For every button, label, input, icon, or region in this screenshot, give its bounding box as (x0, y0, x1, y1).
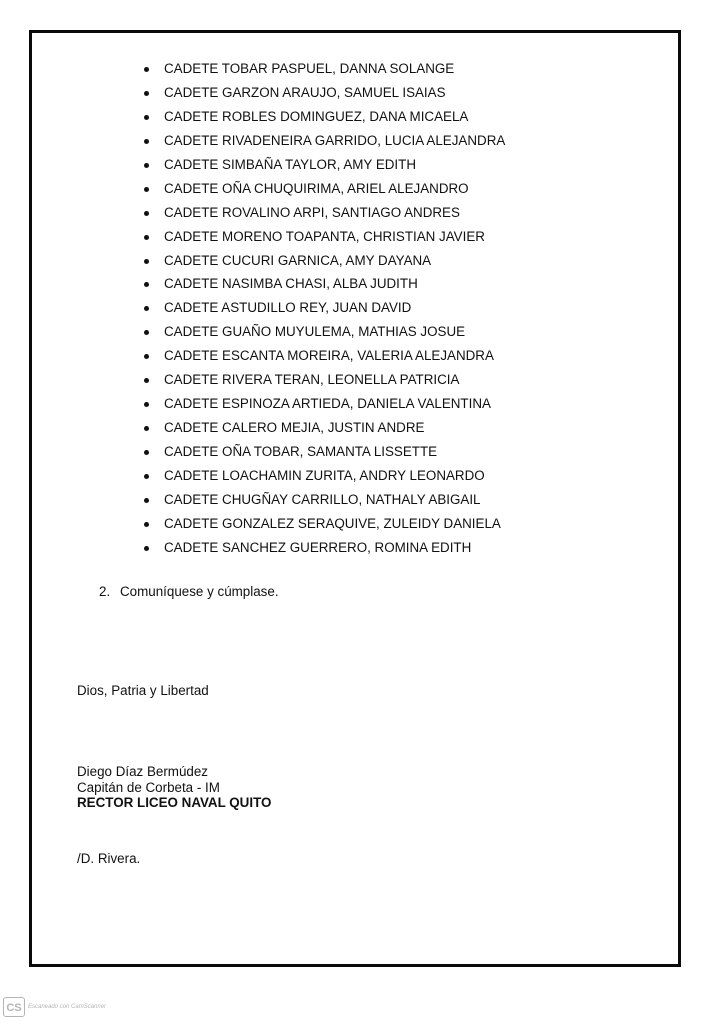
closing-motto: Dios, Patria y Libertad (77, 683, 209, 698)
cadet-name: CADETE CHUGÑAY CARRILLO, NATHALY ABIGAIL (164, 491, 481, 507)
camscanner-logo: CS (3, 997, 25, 1017)
cadet-list-item (139, 512, 505, 536)
bullet-icon (144, 163, 149, 168)
cadet-name: CADETE TOBAR PASPUEL, DANNA SOLANGE (164, 61, 455, 76)
cadet-list-item (139, 272, 505, 296)
cadet-name: CADETE RIVERA TERAN, LEONELLA PATRICIA (164, 372, 460, 388)
cadet-name: CADETE SANCHEZ GUERRERO, ROMINA EDITH (164, 539, 472, 555)
cadet-name: CADETE OÑA CHUQUIRIMA, ARIEL ALEJANDRO (164, 180, 469, 196)
cadet-list-item (139, 225, 505, 249)
cadet-list-item (139, 296, 505, 320)
cadet-list-item (139, 536, 505, 560)
bullet-icon (144, 450, 149, 455)
cadet-name: CADETE RIVADENEIRA GARRIDO, LUCIA ALEJANDRA (164, 132, 506, 148)
bullet-icon (144, 474, 149, 479)
scanner-text: Escaneado con CamScanner (28, 1004, 107, 1010)
signatory-rank: Capitán de Corbeta - IM (77, 779, 220, 795)
cadet-list-item (139, 177, 505, 201)
cadet-list-item (139, 201, 505, 225)
cadet-name: CADETE SIMBAÑA TAYLOR, AMY EDITH (164, 156, 417, 172)
cadet-list-item (139, 392, 505, 416)
bullet-icon (144, 426, 149, 431)
item-number: 2. (99, 584, 111, 599)
bullet-icon (144, 235, 149, 240)
numbered-item (99, 584, 279, 599)
cadet-list-item (139, 57, 505, 81)
cadet-list-item (139, 81, 505, 105)
bullet-icon (144, 498, 149, 503)
typist-initials: /D. Rivera. (77, 851, 141, 866)
cadet-name: CADETE ESPINOZA ARTIEDA, DANIELA VALENTINA (164, 396, 491, 412)
bullet-icon (144, 67, 149, 72)
cadet-name: CADETE GONZALEZ SERAQUIVE, ZULEIDY DANIELA (164, 515, 501, 531)
bullet-icon (144, 330, 149, 335)
cadet-list-item (139, 105, 505, 129)
cadet-list-item (139, 488, 505, 512)
bullet-icon (144, 282, 149, 287)
cadet-list-item (139, 416, 505, 440)
bullet-icon (144, 211, 149, 216)
cadet-list (139, 57, 505, 560)
signatory-name: Diego Díaz Bermúdez (77, 764, 208, 779)
cadet-list-item (139, 344, 505, 368)
bullet-icon (144, 354, 149, 359)
cadet-name: CADETE ROVALINO ARPI, SANTIAGO ANDRES (164, 204, 460, 220)
cadet-name: CADETE LOACHAMIN ZURITA, ANDRY LEONARDO (164, 467, 485, 483)
cadet-name: CADETE OÑA TOBAR, SAMANTA LISSETTE (164, 444, 438, 459)
bullet-icon (144, 187, 149, 192)
cadet-list-item (139, 368, 505, 392)
cadet-name: CADETE GARZON ARAUJO, SAMUEL ISAIAS (164, 84, 446, 100)
cadet-name: CADETE ASTUDILLO REY, JUAN DAVID (164, 300, 412, 316)
item-text: Comuníquese y cúmplase. (120, 584, 279, 599)
cadet-name: CADETE MORENO TOAPANTA, CHRISTIAN JAVIER (164, 228, 485, 244)
cadet-name: CADETE CUCURI GARNICA, AMY DAYANA (164, 252, 432, 268)
cadet-list-item (139, 153, 505, 177)
bullet-icon (144, 402, 149, 407)
bullet-icon (144, 306, 149, 311)
bullet-icon (144, 115, 149, 120)
bullet-icon (144, 139, 149, 144)
bullet-icon (144, 522, 149, 527)
bullet-icon (144, 378, 149, 383)
cadet-list-item (139, 129, 505, 153)
cadet-name: CADETE CALERO MEJIA, JUSTIN ANDRE (164, 420, 425, 436)
cadet-list-item (139, 464, 505, 488)
bullet-icon (144, 546, 149, 551)
cadet-list-item (139, 440, 505, 464)
signatory-title: RECTOR LICEO NAVAL QUITO (77, 795, 272, 810)
cadet-list-item (139, 320, 505, 344)
cadet-name: CADETE NASIMBA CHASI, ALBA JUDITH (164, 276, 418, 292)
cadet-list-item (139, 249, 505, 273)
signature-block (77, 764, 271, 811)
cadet-name: CADETE ROBLES DOMINGUEZ, DANA MICAELA (164, 108, 469, 124)
bullet-icon (144, 259, 149, 264)
cadet-name: CADETE GUAÑO MUYULEMA, MATHIAS JOSUE (164, 324, 466, 340)
bullet-icon (144, 91, 149, 96)
scanner-watermark (3, 997, 106, 1017)
cadet-name: CADETE ESCANTA MOREIRA, VALERIA ALEJANDRA (164, 348, 494, 364)
